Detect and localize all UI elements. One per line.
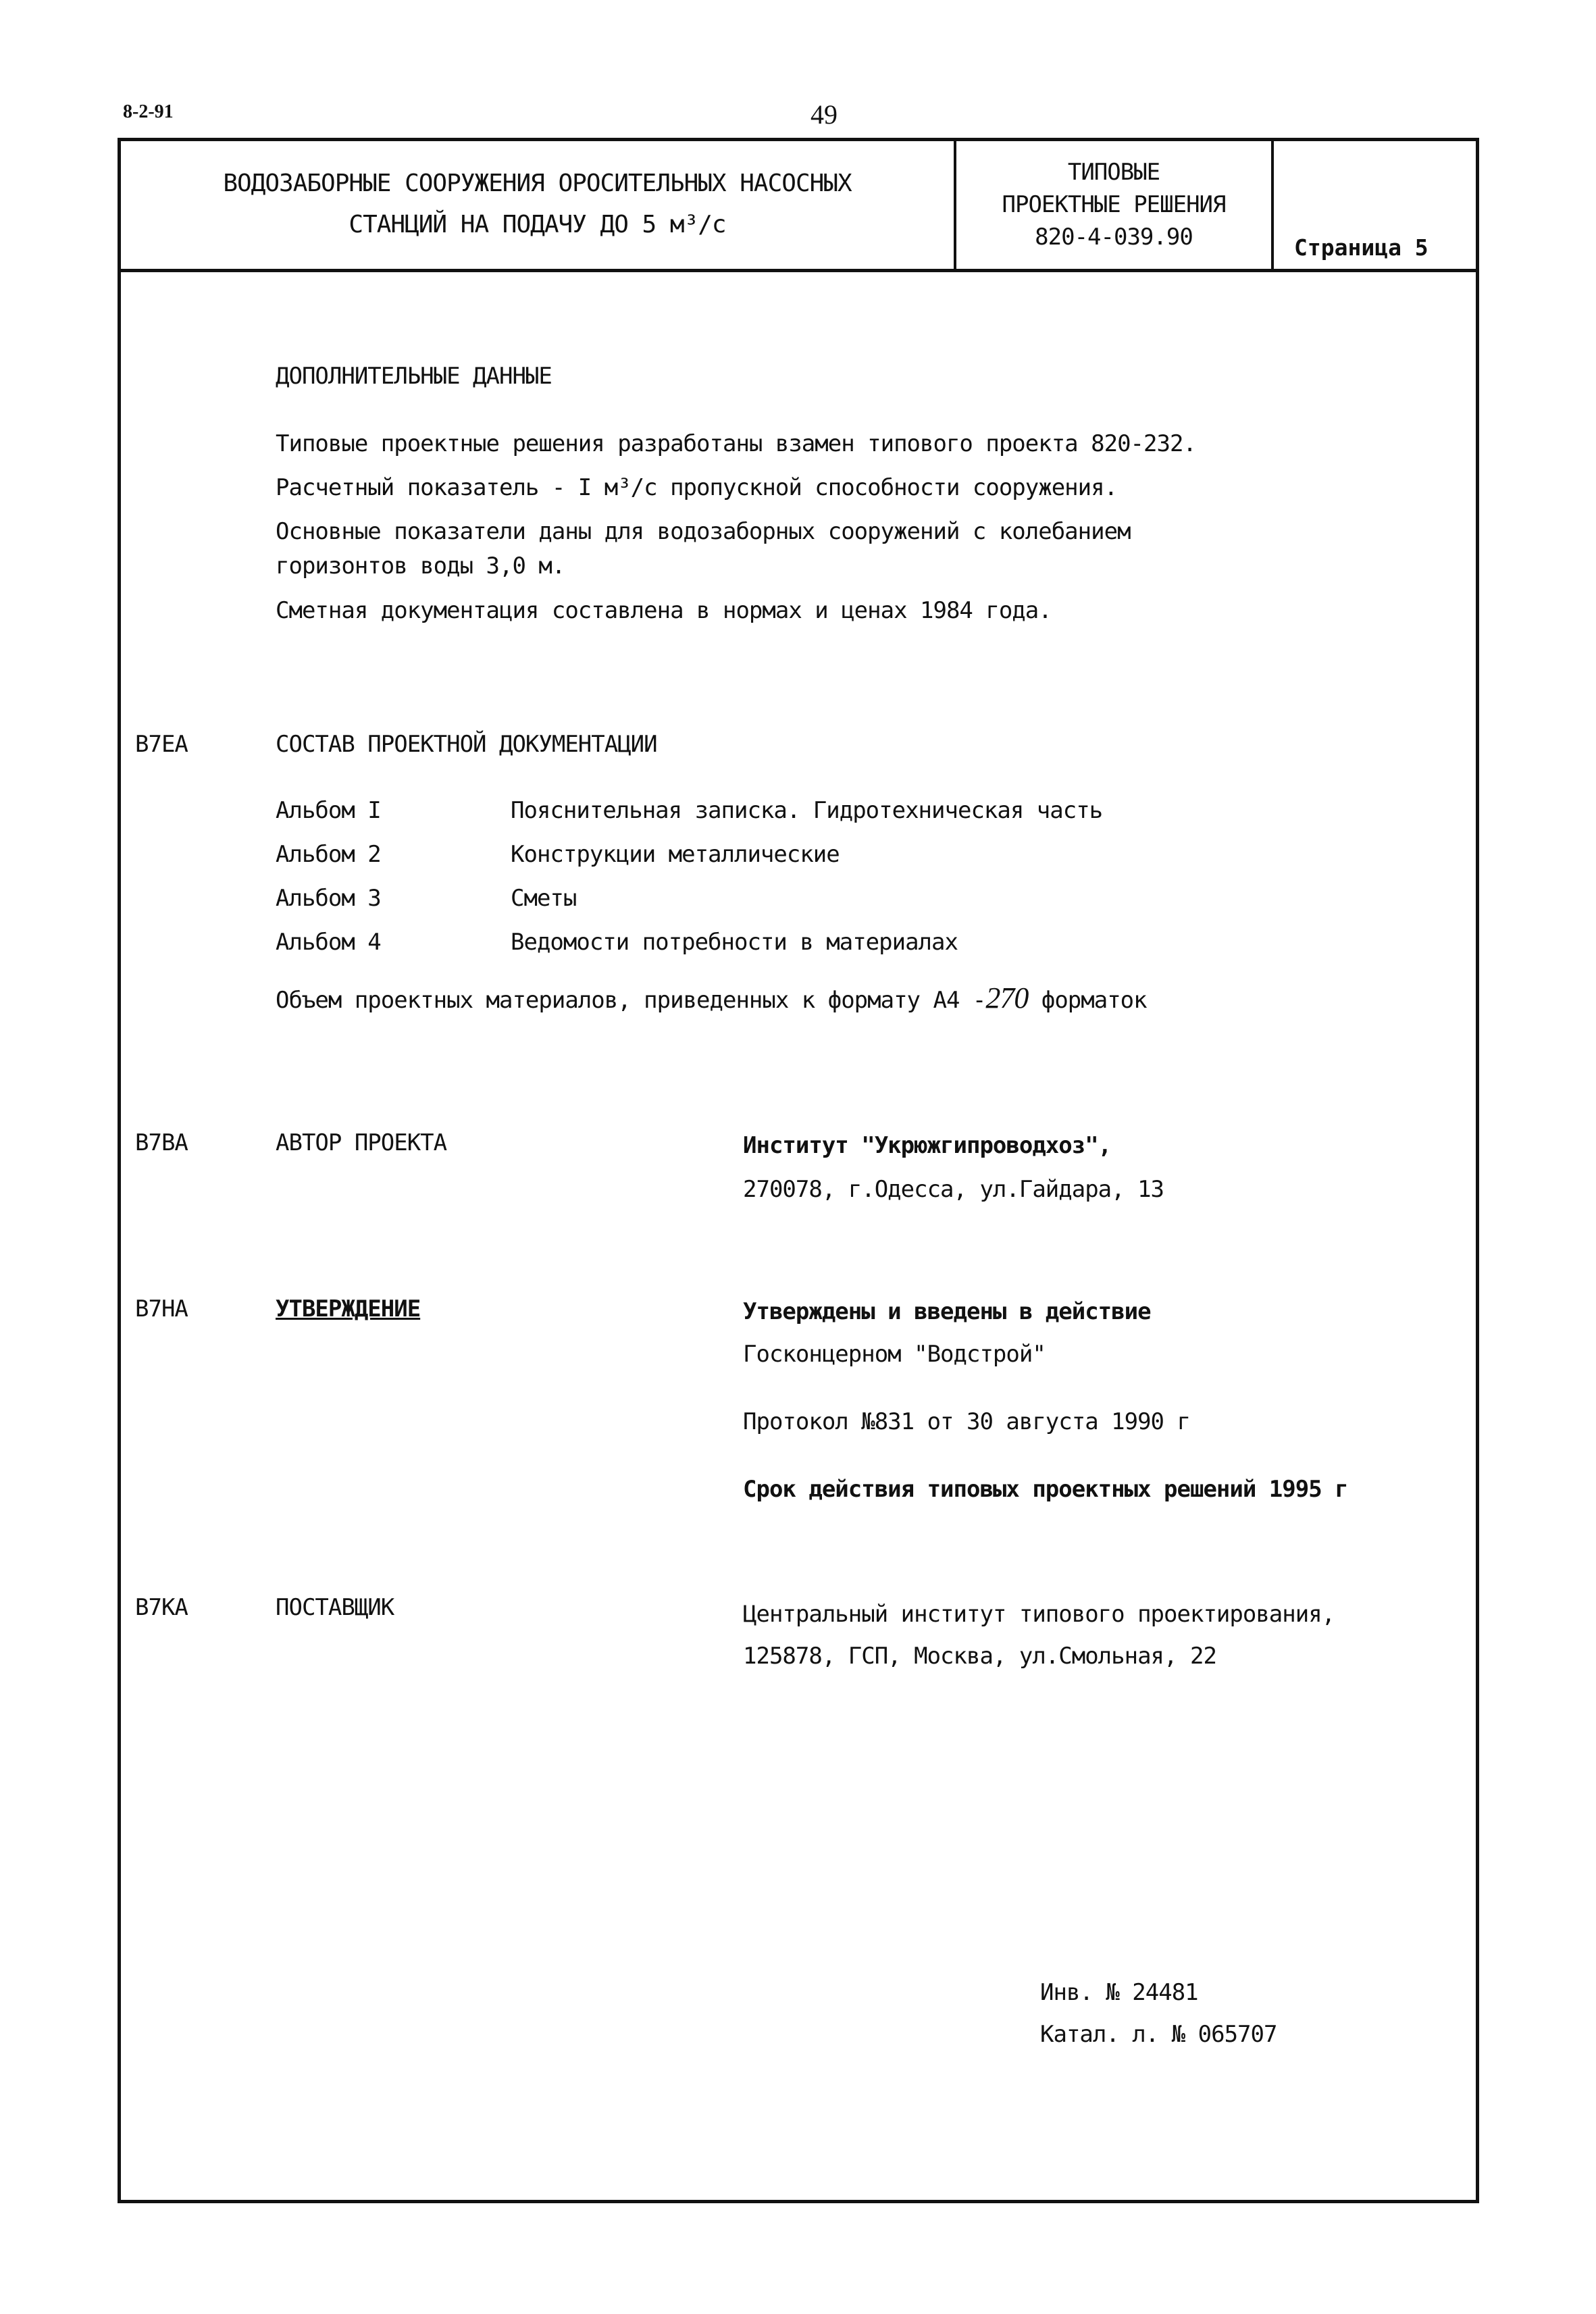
album-3-desc: Сметы (511, 885, 577, 912)
volume-line (276, 981, 1147, 1015)
author-code: В7ВА (135, 1129, 188, 1156)
type-cell (956, 141, 1274, 269)
album-4-desc: Ведомости потребности в материалах (511, 929, 958, 956)
document-code: 8-2-91 (123, 101, 174, 122)
composition-code: В7ЕА (135, 731, 188, 758)
approval-line-1: Утверждены и введены в действие (743, 1298, 1151, 1325)
approval-code: В7НА (135, 1295, 188, 1322)
album-3-name: Альбом 3 (276, 885, 381, 912)
supplier-code: В7КА (135, 1594, 188, 1621)
page-label: Страница 5 (1294, 234, 1428, 261)
additional-heading: ДОПОЛНИТЕЛЬНЫЕ ДАННЫЕ (276, 363, 552, 390)
author-line-2: 270078, г.Одесса, ул.Гайдара, 13 (743, 1176, 1164, 1203)
volume-prefix: Объем проектных материалов, приведенных к формату А4 - (276, 987, 986, 1014)
volume-handwritten-count: 270 (985, 981, 1029, 1014)
album-1-desc: Пояснительная записка. Гидротехническая часть (511, 797, 1103, 824)
approval-line-3: Протокол №831 от 30 августа 1990 г (743, 1408, 1190, 1435)
title-cell (121, 141, 956, 269)
catalog-sheet-number: Катал. л. № 065707 (1040, 2021, 1277, 2048)
supplier-line-1: Центральный институт типового проектирования, (743, 1601, 1335, 1628)
type-line-1: ТИПОВЫЕ (1067, 159, 1160, 186)
approval-line-4: Срок действия типовых проектных решений 1995 г (743, 1476, 1348, 1503)
author-label: АВТОР ПРОЕКТА (276, 1129, 447, 1156)
additional-paragraph-1: Типовые проектные решения разработаны взамен типового проекта 820-232. (276, 430, 1196, 457)
page-cell (1274, 141, 1476, 269)
additional-paragraph-2: Расчетный показатель - I м³/с пропускной способности сооружения. (276, 474, 1118, 501)
additional-paragraph-3b: горизонтов воды 3,0 м. (276, 552, 565, 580)
additional-paragraph-3a: Основные показатели даны для водозаборных сооружений с колебанием (276, 518, 1131, 545)
sheet-number: 49 (810, 99, 838, 130)
title-line-1: ВОДОЗАБОРНЫЕ СООРУЖЕНИЯ ОРОСИТЕЛЬНЫХ НАСОСНЫХ (223, 170, 852, 197)
additional-paragraph-4: Сметная документация составлена в нормах и ценах 1984 года. (276, 597, 1052, 624)
project-number: 820-4-039.90 (1035, 224, 1193, 251)
title-block (121, 141, 1476, 272)
author-line-1: Институт "Укрюжгипроводхоз", (743, 1132, 1112, 1159)
approval-line-2: Госконцерном "Водстрой" (743, 1341, 1046, 1368)
album-1-name: Альбом I (276, 797, 381, 824)
type-line-2: ПРОЕКТНЫЕ РЕШЕНИЯ (1002, 191, 1226, 218)
album-2-name: Альбом 2 (276, 841, 381, 868)
approval-label: УТВЕРЖДЕНИЕ (276, 1295, 421, 1322)
album-2-desc: Конструкции металлические (511, 841, 840, 868)
supplier-label: ПОСТАВЩИК (276, 1594, 394, 1621)
title-line-2: СТАНЦИЙ НА ПОДАЧУ ДО 5 м³/с (349, 211, 726, 238)
album-4-name: Альбом 4 (276, 929, 381, 956)
supplier-line-2: 125878, ГСП, Москва, ул.Смольная, 22 (743, 1643, 1216, 1670)
volume-suffix: форматок (1041, 987, 1147, 1014)
composition-heading: СОСТАВ ПРОЕКТНОЙ ДОКУМЕНТАЦИИ (276, 731, 657, 758)
inventory-number: Инв. № 24481 (1040, 1979, 1198, 2006)
